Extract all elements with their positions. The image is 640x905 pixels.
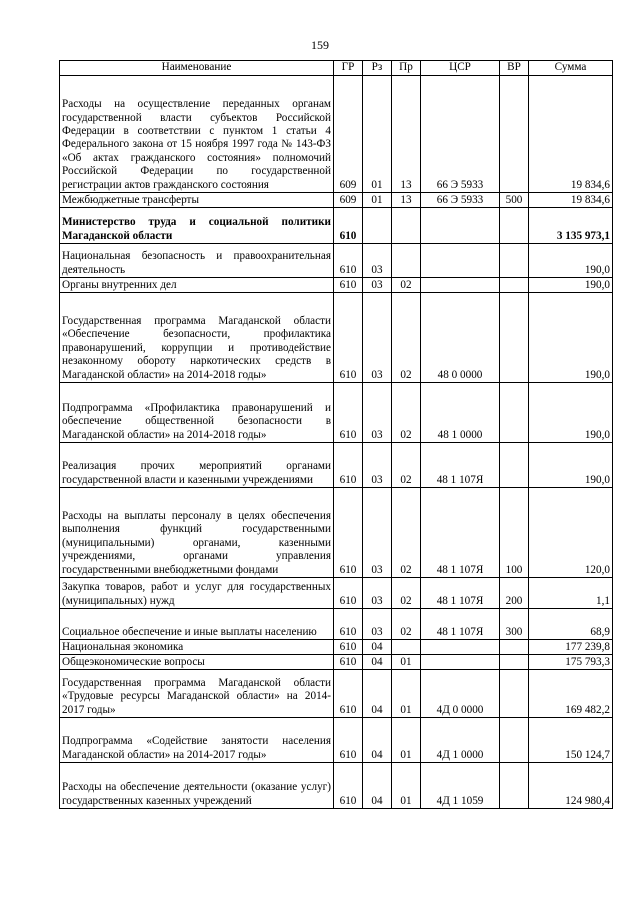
cell-csr: 48 1 107Я: [421, 443, 500, 488]
cell-name: Национальная экономика: [60, 640, 334, 655]
table-row: [60, 578, 613, 609]
cell-sum: 190,0: [529, 383, 613, 443]
cell-rz: [363, 208, 392, 244]
cell-rz: 04: [363, 670, 392, 718]
header-sum: Сумма: [529, 61, 613, 76]
cell-vr: 200: [500, 578, 529, 609]
cell-csr: [421, 208, 500, 244]
cell-vr: [500, 208, 529, 244]
cell-csr: [421, 640, 500, 655]
table-row: [60, 443, 613, 488]
cell-rz: 01: [363, 76, 392, 193]
cell-name: Органы внутренних дел: [60, 278, 334, 293]
table-row: [60, 293, 613, 383]
cell-gr: 610: [334, 640, 363, 655]
table-row: [60, 193, 613, 208]
header-gr: ГР: [334, 61, 363, 76]
cell-name: Национальная безопасность и правоохранительная деятельность: [60, 244, 334, 278]
cell-rz: 01: [363, 193, 392, 208]
table-row: [60, 655, 613, 670]
cell-rz: 03: [363, 578, 392, 609]
table-row: [60, 244, 613, 278]
cell-csr: 48 1 107Я: [421, 488, 500, 578]
cell-pr: 13: [392, 193, 421, 208]
cell-rz: 03: [363, 244, 392, 278]
cell-pr: 02: [392, 488, 421, 578]
page-number: 159: [311, 38, 329, 52]
header-csr: ЦСР: [421, 61, 500, 76]
cell-gr: 610: [334, 383, 363, 443]
cell-pr: 01: [392, 670, 421, 718]
cell-pr: 13: [392, 76, 421, 193]
cell-name: Государственная программа Магаданской области «Обеспечение безопасности, профилактика правонарушений, коррупции и противодействие незаконному обороту наркотических средств в Магаданской области» на 2014-2018 годы»: [60, 293, 334, 383]
cell-gr: 610: [334, 244, 363, 278]
cell-sum: 169 482,2: [529, 670, 613, 718]
cell-csr: [421, 244, 500, 278]
cell-rz: 03: [363, 609, 392, 640]
cell-sum: 19 834,6: [529, 76, 613, 193]
table-row: [60, 718, 613, 763]
cell-name: Расходы на обеспечение деятельности (оказание услуг) государственных казенных учреждений: [60, 763, 334, 809]
cell-sum: 19 834,6: [529, 193, 613, 208]
cell-gr: 610: [334, 293, 363, 383]
cell-csr: 4Д 0 0000: [421, 670, 500, 718]
cell-csr: 48 0 0000: [421, 293, 500, 383]
cell-sum: 177 239,8: [529, 640, 613, 655]
budget-table: [59, 60, 613, 809]
cell-vr: [500, 763, 529, 809]
cell-gr: 610: [334, 443, 363, 488]
cell-csr: 48 1 0000: [421, 383, 500, 443]
table-row: [60, 383, 613, 443]
cell-vr: [500, 278, 529, 293]
cell-csr: [421, 278, 500, 293]
cell-gr: 610: [334, 488, 363, 578]
cell-vr: [500, 76, 529, 193]
cell-sum: 3 135 973,1: [529, 208, 613, 244]
table-row: [60, 609, 613, 640]
cell-name: Реализация прочих мероприятий органами государственной власти и казенными учреждениями: [60, 443, 334, 488]
table-row: [60, 76, 613, 193]
cell-pr: [392, 208, 421, 244]
cell-rz: 03: [363, 488, 392, 578]
cell-vr: 500: [500, 193, 529, 208]
header-name: Наименование: [60, 61, 334, 76]
cell-pr: [392, 244, 421, 278]
cell-name: Общеэкономические вопросы: [60, 655, 334, 670]
cell-vr: 300: [500, 609, 529, 640]
cell-name: Подпрограмма «Содействие занятости населения Магаданской области» на 2014-2017 годы»: [60, 718, 334, 763]
cell-csr: 4Д 1 0000: [421, 718, 500, 763]
cell-sum: 190,0: [529, 244, 613, 278]
cell-pr: 02: [392, 293, 421, 383]
cell-vr: [500, 718, 529, 763]
cell-csr: 48 1 107Я: [421, 609, 500, 640]
cell-pr: 01: [392, 763, 421, 809]
cell-sum: 68,9: [529, 609, 613, 640]
cell-gr: 610: [334, 609, 363, 640]
cell-name: Государственная программа Магаданской области «Трудовые ресурсы Магаданской области» на 2014-2017 годы»: [60, 670, 334, 718]
header-pr: Пр: [392, 61, 421, 76]
cell-sum: 150 124,7: [529, 718, 613, 763]
cell-gr: 610: [334, 278, 363, 293]
cell-sum: 190,0: [529, 278, 613, 293]
cell-sum: 1,1: [529, 578, 613, 609]
cell-rz: 04: [363, 640, 392, 655]
header-rz: Рз: [363, 61, 392, 76]
cell-pr: 02: [392, 383, 421, 443]
cell-vr: [500, 383, 529, 443]
cell-gr: 609: [334, 76, 363, 193]
cell-vr: [500, 244, 529, 278]
cell-pr: 01: [392, 718, 421, 763]
cell-rz: 04: [363, 655, 392, 670]
cell-csr: [421, 655, 500, 670]
table-row: [60, 488, 613, 578]
cell-csr: 66 Э 5933: [421, 76, 500, 193]
cell-sum: 190,0: [529, 293, 613, 383]
cell-rz: 03: [363, 278, 392, 293]
cell-vr: [500, 670, 529, 718]
table-row: [60, 763, 613, 809]
cell-pr: 02: [392, 443, 421, 488]
cell-rz: 04: [363, 718, 392, 763]
cell-name: Закупка товаров, работ и услуг для государственных (муниципальных) нужд: [60, 578, 334, 609]
cell-rz: 03: [363, 443, 392, 488]
table-row: [60, 278, 613, 293]
cell-rz: 03: [363, 293, 392, 383]
cell-vr: [500, 293, 529, 383]
table-header-row: [60, 61, 613, 76]
cell-csr: 4Д 1 1059: [421, 763, 500, 809]
table-row: [60, 640, 613, 655]
cell-gr: 610: [334, 718, 363, 763]
cell-pr: 02: [392, 609, 421, 640]
cell-pr: 02: [392, 578, 421, 609]
cell-sum: 190,0: [529, 443, 613, 488]
cell-name: Межбюджетные трансферты: [60, 193, 334, 208]
cell-gr: 610: [334, 578, 363, 609]
cell-vr: 100: [500, 488, 529, 578]
cell-pr: 01: [392, 655, 421, 670]
cell-sum: 175 793,3: [529, 655, 613, 670]
cell-gr: 610: [334, 208, 363, 244]
cell-name: Социальное обеспечение и иные выплаты населению: [60, 609, 334, 640]
cell-gr: 609: [334, 193, 363, 208]
cell-vr: [500, 640, 529, 655]
cell-sum: 124 980,4: [529, 763, 613, 809]
cell-rz: 03: [363, 383, 392, 443]
cell-gr: 610: [334, 763, 363, 809]
table-row: [60, 670, 613, 718]
cell-name: Министерство труда и социальной политики Магаданской области: [60, 208, 334, 244]
cell-vr: [500, 443, 529, 488]
cell-vr: [500, 655, 529, 670]
cell-csr: 48 1 107Я: [421, 578, 500, 609]
cell-pr: [392, 640, 421, 655]
cell-gr: 610: [334, 670, 363, 718]
cell-sum: 120,0: [529, 488, 613, 578]
cell-gr: 610: [334, 655, 363, 670]
cell-pr: 02: [392, 278, 421, 293]
cell-name: Расходы на выплаты персоналу в целях обеспечения выполнения функций государственными (муниципальными) органами, казенными учреждениями, органами управления государственными внебюджетными фондами: [60, 488, 334, 578]
cell-csr: 66 Э 5933: [421, 193, 500, 208]
table-row: [60, 208, 613, 244]
cell-name: Подпрограмма «Профилактика правонарушений и обеспечение общественной безопасности в Магаданской области» на 2014-2018 годы»: [60, 383, 334, 443]
cell-name: Расходы на осуществление переданных органам государственной власти субъектов Российской Федерации в соответствии с пунктом 1 статьи 4 Федерального закона от 15 ноября 1997 года № 143-ФЗ «Об актах гражданского состояния» полномочий Российской Федерации по государственной регистрации актов гражданского состояния: [60, 76, 334, 193]
header-vr: ВР: [500, 61, 529, 76]
cell-rz: 04: [363, 763, 392, 809]
